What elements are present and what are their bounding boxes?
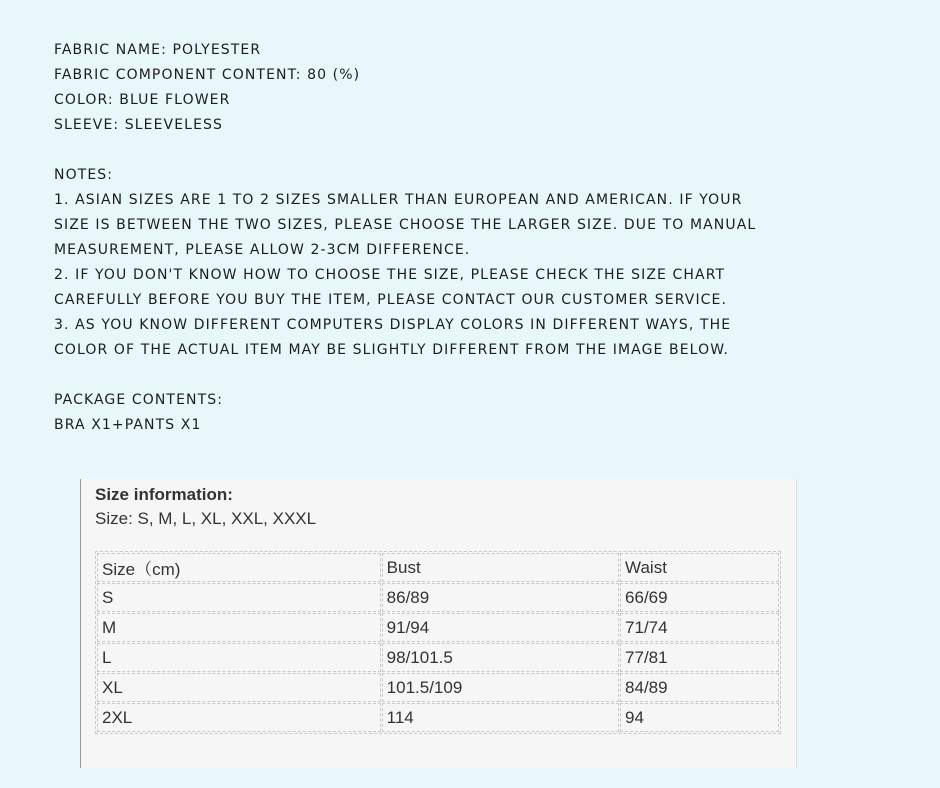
bust-cell: 114 [382, 703, 619, 732]
header-cell-waist: Waist [620, 553, 779, 582]
table-row [97, 643, 779, 672]
table-row [97, 613, 779, 642]
size-information-panel [80, 479, 797, 768]
size-cell: S [97, 583, 381, 612]
note-line: MEASUREMENT, PLEASE ALLOW 2-3CM DIFFERENCE. [54, 242, 471, 258]
bust-cell: 86/89 [382, 583, 619, 612]
waist-cell: 94 [620, 703, 779, 732]
color-info: COLOR: BLUE FLOWER [54, 92, 231, 108]
table-row [97, 673, 779, 702]
notes-title: NOTES: [54, 167, 114, 183]
product-description [54, 38, 914, 438]
header-cell-bust: Bust [382, 553, 619, 582]
waist-cell: 71/74 [620, 613, 779, 642]
note-line: SIZE IS BETWEEN THE TWO SIZES, PLEASE CHOOSE THE LARGER SIZE. DUE TO MANUAL [54, 217, 757, 233]
note-line: 2. IF YOU DON'T KNOW HOW TO CHOOSE THE SIZE, PLEASE CHECK THE SIZE CHART [54, 267, 726, 283]
waist-cell: 77/81 [620, 643, 779, 672]
note-line: COLOR OF THE ACTUAL ITEM MAY BE SLIGHTLY DIFFERENT FROM THE IMAGE BELOW. [54, 342, 730, 358]
header-cell-size: Size（cm) [97, 553, 381, 582]
fabric-name: FABRIC NAME: POLYESTER [54, 42, 262, 58]
size-chart-table [95, 551, 781, 734]
note-line: CAREFULLY BEFORE YOU BUY THE ITEM, PLEASE CONTACT OUR CUSTOMER SERVICE. [54, 292, 728, 308]
bust-cell: 98/101.5 [382, 643, 619, 672]
size-list: Size: S, M, L, XL, XXL, XXXL [95, 509, 317, 528]
bust-cell: 91/94 [382, 613, 619, 642]
size-cell: L [97, 643, 381, 672]
size-cell: M [97, 613, 381, 642]
size-info-title: Size information: [95, 485, 233, 504]
package-contents: BRA X1+PANTS X1 [54, 417, 202, 433]
size-cell: 2XL [97, 703, 381, 732]
sleeve-info: SLEEVE: SLEEVELESS [54, 117, 223, 133]
table-row [97, 583, 779, 612]
table-header-row [97, 553, 779, 582]
bust-cell: 101.5/109 [382, 673, 619, 702]
table-row [97, 703, 779, 732]
package-title: PACKAGE CONTENTS: [54, 392, 224, 408]
size-cell: XL [97, 673, 381, 702]
fabric-content: FABRIC COMPONENT CONTENT: 80 (%) [54, 67, 361, 83]
waist-cell: 66/69 [620, 583, 779, 612]
waist-cell: 84/89 [620, 673, 779, 702]
note-line: 1. ASIAN SIZES ARE 1 TO 2 SIZES SMALLER THAN EUROPEAN AND AMERICAN. IF YOUR [54, 192, 743, 208]
note-line: 3. AS YOU KNOW DIFFERENT COMPUTERS DISPLAY COLORS IN DIFFERENT WAYS, THE [54, 317, 732, 333]
